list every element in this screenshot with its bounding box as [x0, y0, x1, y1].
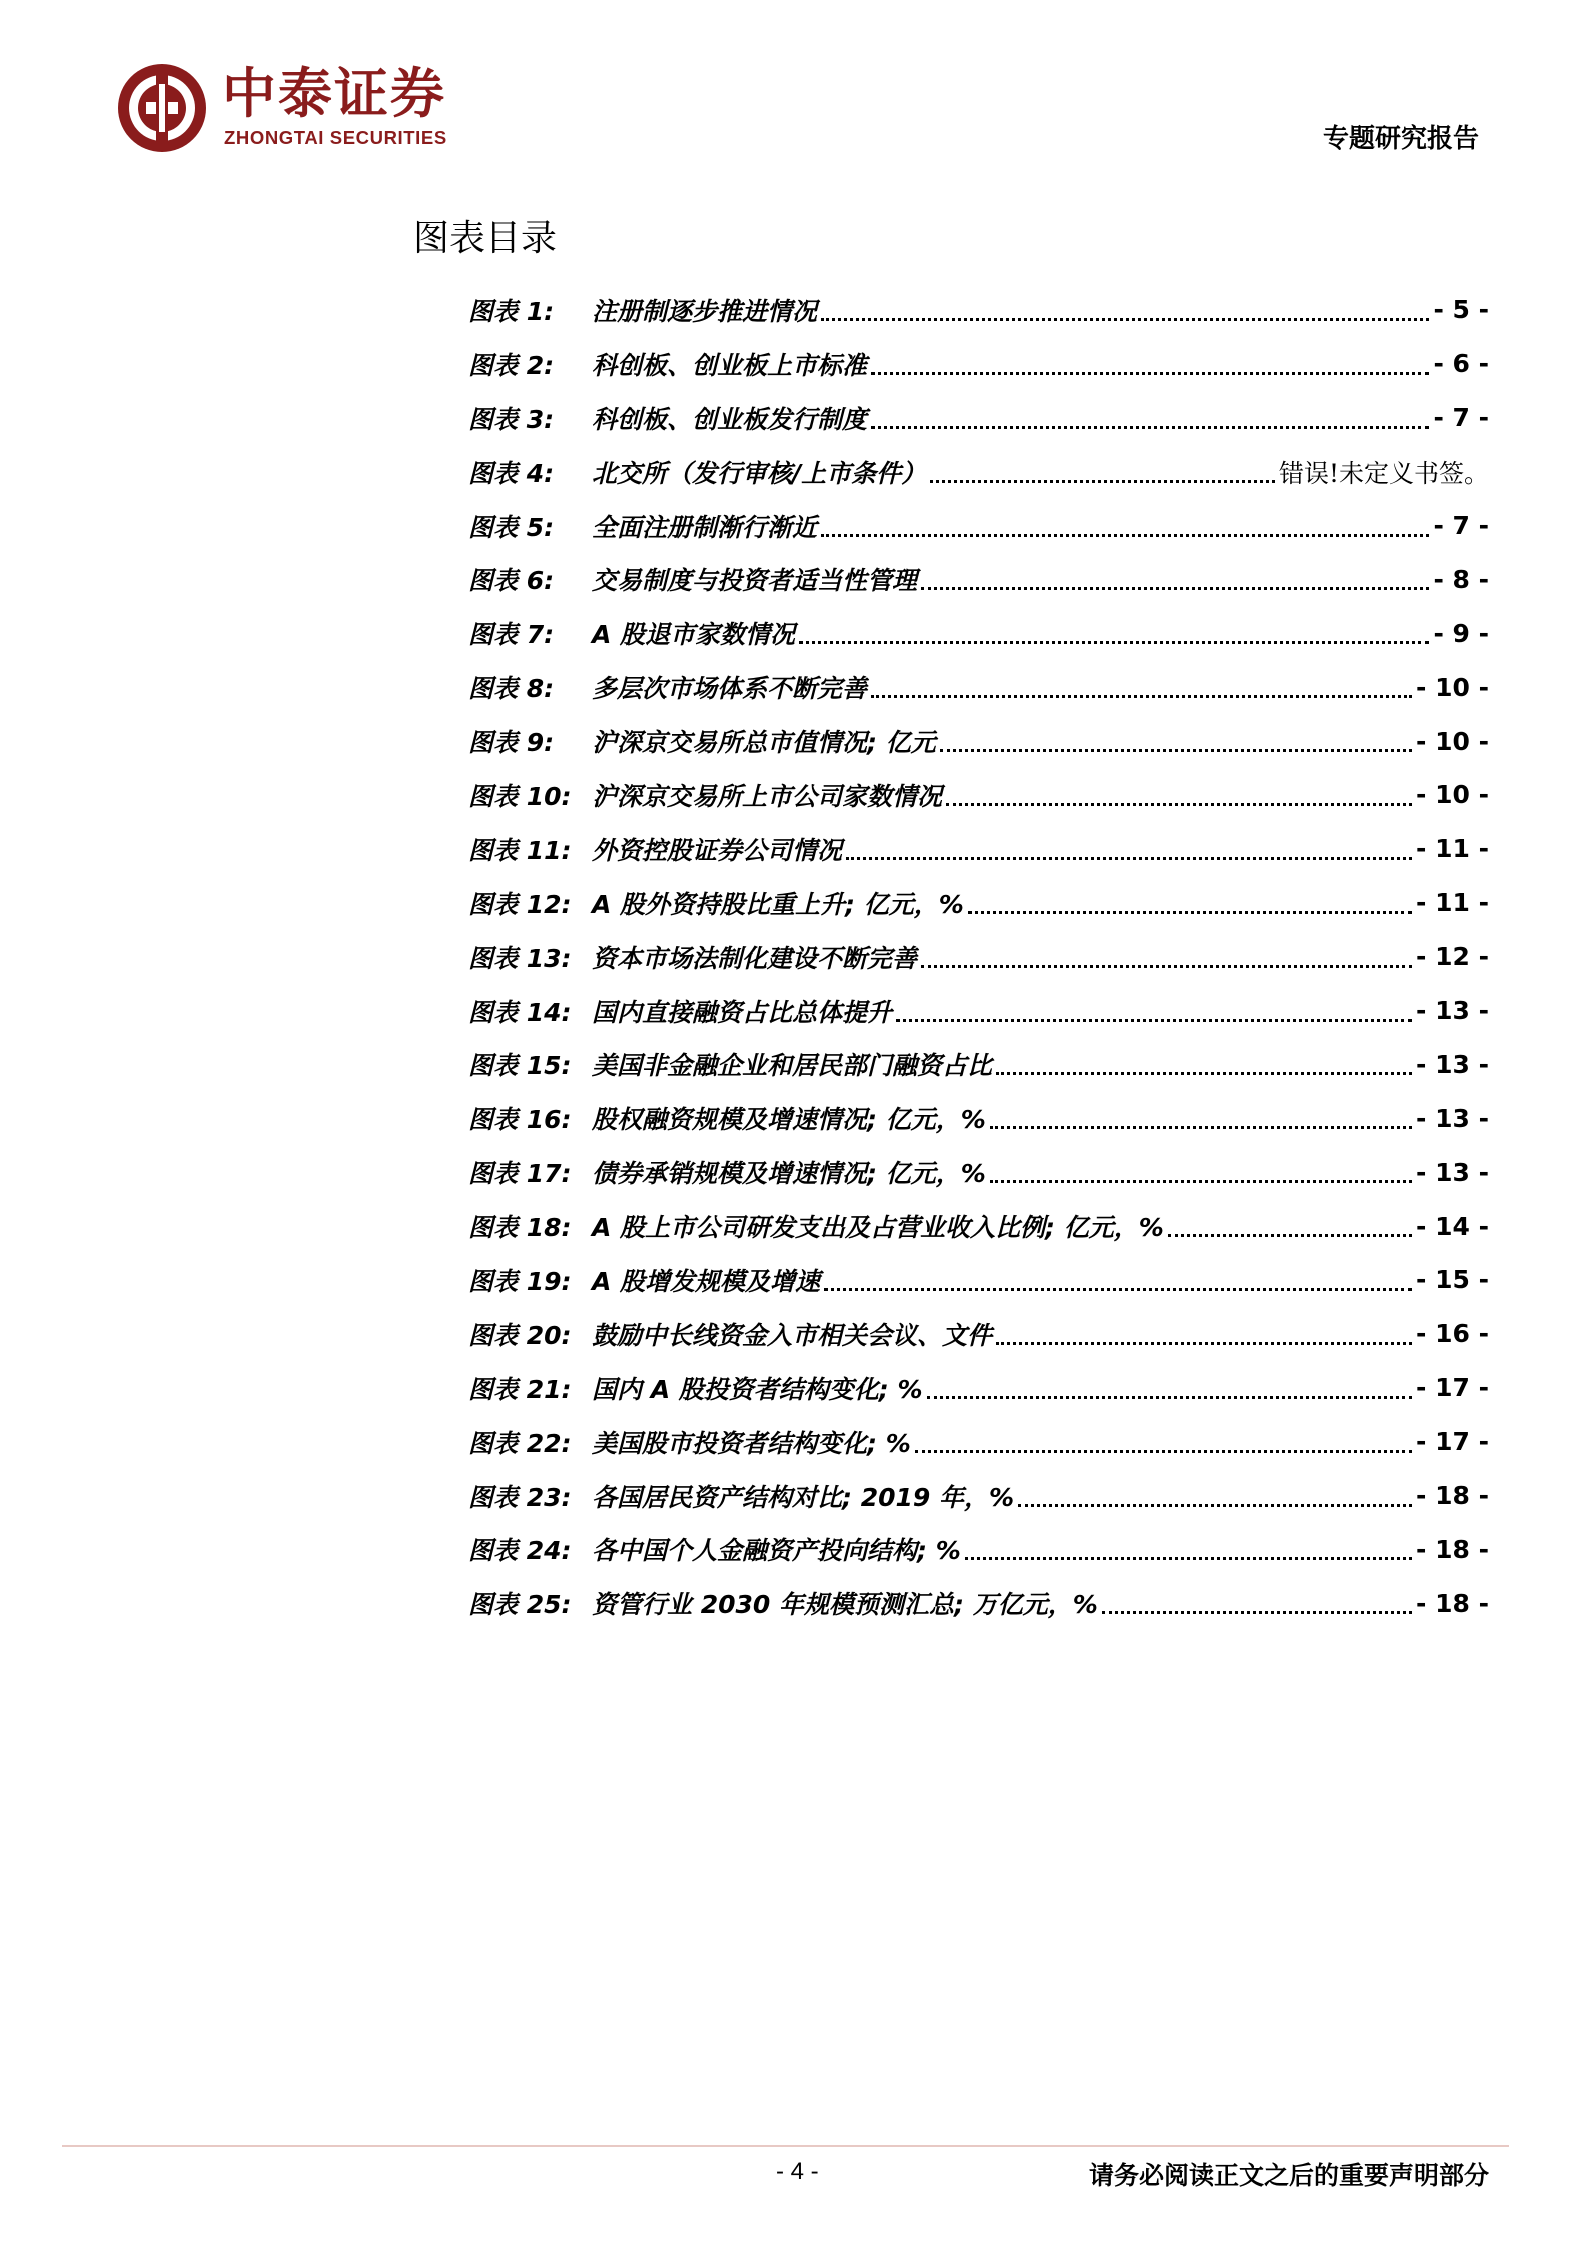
toc-entry-page: - 8 - — [1433, 564, 1489, 594]
toc-leader-dots — [846, 856, 1412, 860]
toc-leader-dots — [1018, 1503, 1412, 1507]
toc-entry-page: - 18 - — [1416, 1481, 1489, 1511]
toc-entry-page: - 10 - — [1416, 726, 1489, 756]
toc-entry-page: - 17 - — [1416, 1373, 1489, 1403]
toc-entry-title: 国内 A 股投资者结构变化; % — [592, 1374, 923, 1404]
toc-leader-dots — [824, 1287, 1412, 1291]
toc-entry-title: 全面注册制渐行渐近 — [592, 512, 818, 542]
toc-entry-title: 美国股市投资者结构变化; % — [592, 1428, 911, 1458]
toc-entry-label: 图表 1: — [468, 296, 555, 326]
toc-title: 图表目录 — [413, 218, 558, 259]
table-of-figures — [468, 283, 1489, 1630]
toc-entry[interactable] — [468, 1091, 1489, 1145]
toc-entry-page: - 18 - — [1416, 1534, 1489, 1564]
toc-leader-dots — [1168, 1233, 1412, 1237]
toc-leader-dots — [927, 1395, 1413, 1399]
toc-leader-dots — [965, 1556, 1412, 1560]
toc-entry-page: - 10 - — [1416, 672, 1489, 702]
toc-entry-title: A 股外资持股比重上升; 亿元，% — [592, 889, 964, 919]
toc-entry-title: 各国居民资产结构对比; 2019 年，% — [592, 1482, 1015, 1512]
toc-entry[interactable] — [468, 1415, 1489, 1469]
toc-entry-page: - 18 - — [1416, 1588, 1489, 1618]
toc-entry-label: 图表 19: — [468, 1266, 572, 1296]
toc-entry-page: - 7 - — [1433, 403, 1489, 433]
toc-leader-dots — [1102, 1610, 1412, 1614]
toc-entry[interactable] — [468, 1307, 1489, 1361]
toc-entry-label: 图表 8: — [468, 674, 555, 704]
toc-entry-page: - 12 - — [1416, 942, 1489, 972]
toc-entry[interactable] — [468, 552, 1489, 606]
toc-entry-page: - 13 - — [1416, 1157, 1489, 1187]
toc-entry-page: - 14 - — [1416, 1211, 1489, 1241]
footer-disclaimer: 请务必阅读正文之后的重要声明部分 — [1088, 2161, 1489, 2190]
toc-leader-dots — [821, 533, 1429, 537]
toc-entry[interactable] — [468, 714, 1489, 768]
toc-entry-title: 科创板、创业板上市标准 — [592, 350, 868, 380]
toc-entry-title: 美国非金融企业和居民部门融资占比 — [592, 1051, 993, 1081]
toc-entry-label: 图表 21: — [468, 1374, 572, 1404]
toc-entry-label: 图表 10: — [468, 781, 572, 811]
toc-entry-title: A 股退市家数情况 — [592, 620, 796, 650]
toc-entry-label: 图表 12: — [468, 889, 572, 919]
toc-leader-dots — [921, 964, 1412, 968]
toc-leader-dots — [821, 317, 1429, 321]
toc-entry-page: - 16 - — [1416, 1319, 1489, 1349]
toc-leader-dots — [930, 479, 1275, 483]
zhongtai-logo-icon — [116, 62, 208, 154]
toc-entry[interactable] — [468, 445, 1489, 499]
toc-entry-page: - 17 - — [1416, 1427, 1489, 1457]
toc-entry-label: 图表 3: — [468, 404, 555, 434]
toc-entry-label: 图表 9: — [468, 728, 555, 758]
toc-entry-title: 沪深京交易所总市值情况; 亿元 — [592, 728, 936, 758]
toc-leader-dots — [921, 586, 1429, 590]
toc-leader-dots — [946, 802, 1412, 806]
toc-entry-title: 外资控股证券公司情况 — [592, 835, 843, 865]
toc-entry-page: - 7 - — [1433, 511, 1489, 540]
page-number: - 4 - — [776, 2158, 819, 2185]
toc-entry-label: 图表 4: — [468, 458, 555, 488]
toc-entry[interactable] — [468, 1037, 1489, 1091]
toc-leader-dots — [996, 1341, 1412, 1345]
toc-entry-page: - 15 - — [1416, 1265, 1489, 1295]
toc-entry-title: 交易制度与投资者适当性管理 — [592, 566, 918, 596]
toc-entry-page: 错误!未定义书签。 — [1278, 458, 1489, 488]
toc-entry-page: - 5 - — [1433, 295, 1489, 325]
toc-entry-label: 图表 11: — [468, 835, 572, 865]
toc-entry-page: - 11 - — [1416, 834, 1489, 864]
brand-name-en: ZHONGTAI SECURITIES — [224, 127, 447, 148]
toc-entry-label: 图表 14: — [468, 997, 572, 1027]
toc-entry-label: 图表 23: — [468, 1482, 572, 1512]
toc-entry[interactable] — [468, 1145, 1489, 1199]
toc-entry-page: - 10 - — [1416, 780, 1489, 810]
toc-entry[interactable] — [468, 337, 1489, 391]
toc-leader-dots — [990, 1179, 1412, 1183]
toc-entry-label: 图表 25: — [468, 1590, 572, 1620]
toc-leader-dots — [871, 371, 1429, 375]
toc-entry[interactable] — [468, 660, 1489, 714]
toc-entry-label: 图表 7: — [468, 620, 555, 650]
toc-leader-dots — [940, 748, 1412, 752]
toc-leader-dots — [996, 1071, 1412, 1075]
page-header — [0, 0, 1587, 180]
toc-entry-label: 图表 20: — [468, 1320, 572, 1350]
toc-entry-label: 图表 5: — [468, 512, 555, 542]
toc-entry-label: 图表 2: — [468, 350, 555, 380]
toc-entry-label: 图表 16: — [468, 1105, 572, 1135]
toc-entry-title: 各中国个人金融资产投向结构; % — [592, 1536, 961, 1566]
toc-entry-page: - 13 - — [1416, 1103, 1489, 1133]
toc-entry-title: 多层次市场体系不断完善 — [592, 674, 868, 704]
toc-entry-page: - 13 - — [1416, 1049, 1489, 1079]
toc-entry[interactable] — [468, 1576, 1489, 1630]
toc-entry[interactable] — [468, 1469, 1489, 1523]
toc-entry[interactable] — [468, 768, 1489, 822]
toc-entry[interactable] — [468, 984, 1489, 1038]
toc-entry-label: 图表 6: — [468, 566, 555, 596]
toc-entry-label: 图表 15: — [468, 1051, 572, 1081]
toc-entry-title: 鼓励中长线资金入市相关会议、文件 — [592, 1320, 993, 1350]
toc-entry-label: 图表 18: — [468, 1213, 572, 1243]
report-type: 专题研究报告 — [1322, 124, 1479, 154]
toc-entry-label: 图表 24: — [468, 1536, 572, 1566]
toc-entry-title: 资管行业 2030 年规模预测汇总; 万亿元，% — [592, 1590, 1098, 1620]
toc-entry-title: 科创板、创业板发行制度 — [592, 404, 868, 434]
toc-leader-dots — [871, 425, 1429, 429]
toc-entry-title: 股权融资规模及增速情况; 亿元，% — [592, 1105, 986, 1135]
toc-entry-label: 图表 17: — [468, 1159, 572, 1189]
footer-divider — [62, 2145, 1509, 2147]
toc-entry[interactable] — [468, 499, 1489, 553]
toc-entry[interactable] — [468, 1253, 1489, 1307]
toc-entry[interactable] — [468, 822, 1489, 876]
toc-entry-title: A 股增发规模及增速 — [592, 1266, 821, 1296]
brand-name-cn: 中泰证券 — [222, 62, 446, 125]
toc-leader-dots — [968, 910, 1412, 914]
toc-entry-page: - 6 - — [1433, 349, 1489, 379]
toc-entry[interactable] — [468, 1199, 1489, 1253]
toc-entry-label: 图表 22: — [468, 1428, 572, 1458]
toc-entry-page: - 13 - — [1416, 996, 1489, 1026]
toc-leader-dots — [896, 1018, 1412, 1022]
toc-entry[interactable] — [468, 1522, 1489, 1576]
toc-entry[interactable] — [468, 283, 1489, 337]
toc-entry-label: 图表 13: — [468, 943, 572, 973]
toc-entry-title: 沪深京交易所上市公司家数情况 — [592, 781, 943, 811]
toc-entry-page: - 9 - — [1433, 618, 1489, 648]
toc-entry-title: 北交所（发行审核/上市条件） — [592, 458, 927, 488]
toc-entry-title: 债券承销规模及增速情况; 亿元，% — [592, 1159, 986, 1189]
toc-leader-dots — [871, 694, 1412, 698]
toc-entry-page: - 11 - — [1416, 888, 1489, 918]
toc-entry-title: 注册制逐步推进情况 — [592, 296, 818, 326]
toc-leader-dots — [799, 640, 1429, 644]
toc-entry-title: 国内直接融资占比总体提升 — [592, 997, 893, 1027]
toc-entry[interactable] — [468, 1361, 1489, 1415]
toc-leader-dots — [990, 1125, 1412, 1129]
toc-entry[interactable] — [468, 391, 1489, 445]
toc-entry[interactable] — [468, 606, 1489, 660]
toc-entry[interactable] — [468, 876, 1489, 930]
toc-entry[interactable] — [468, 930, 1489, 984]
toc-leader-dots — [915, 1449, 1412, 1453]
toc-entry-title: A 股上市公司研发支出及占营业收入比例; 亿元，% — [592, 1213, 1164, 1243]
toc-entry-title: 资本市场法制化建设不断完善 — [592, 943, 918, 973]
